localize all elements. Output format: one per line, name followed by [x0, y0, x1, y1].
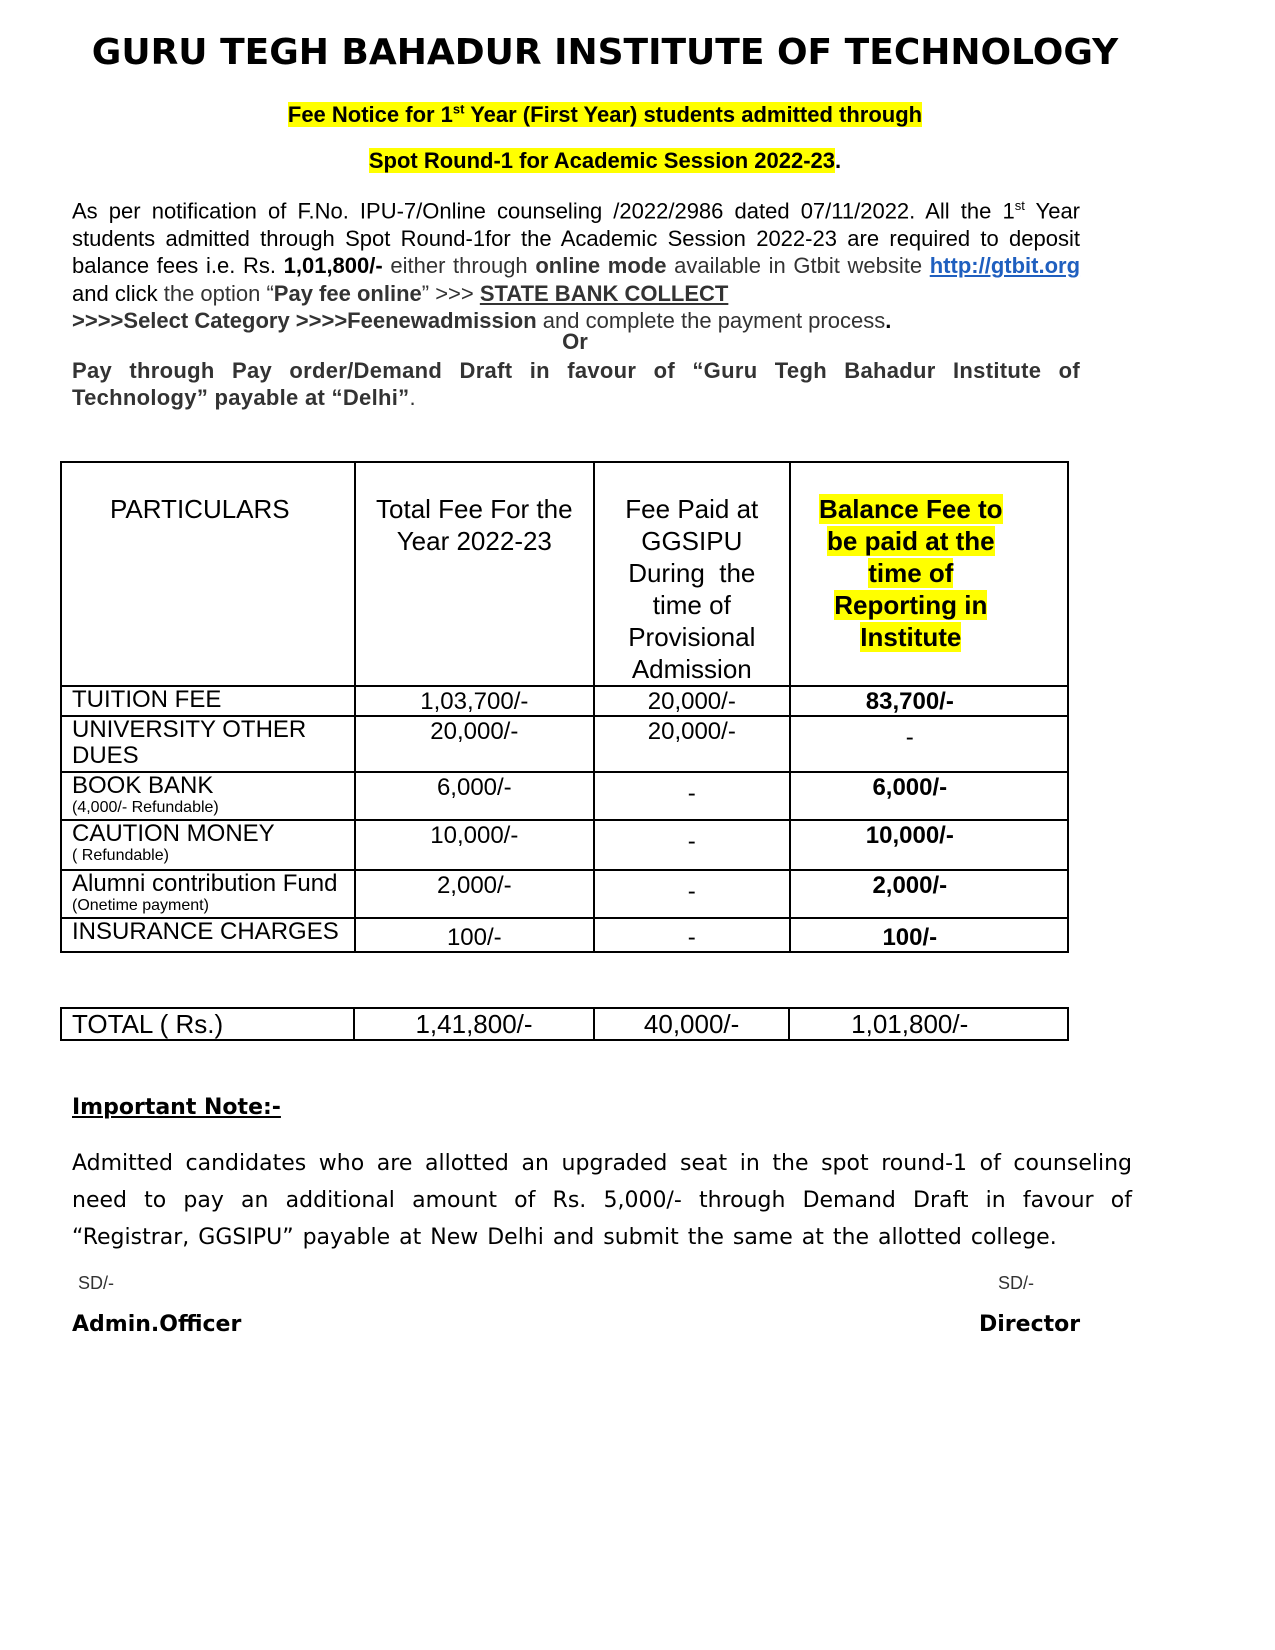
header-balance-line: be paid at the — [827, 526, 995, 556]
para-text-8: and complete the payment process — [536, 308, 886, 334]
row-total: 6,000/- — [355, 772, 594, 820]
subtitle-tail: . — [835, 148, 842, 173]
table-row — [61, 772, 1068, 820]
header-particulars: PARTICULARS — [61, 462, 355, 686]
header-fee-paid-line: Admission — [631, 654, 752, 684]
para-sup: st — [1014, 198, 1025, 213]
left-signature-sd: SD/- — [78, 1273, 114, 1293]
demand-draft-paragraph — [72, 357, 1080, 411]
row-label — [61, 716, 355, 772]
row-paid: 20,000/- — [594, 686, 790, 716]
total-fee-value: 1,41,800/- — [354, 1008, 594, 1040]
payment-path-text: >>>>Select Category >>>>Feenewadmission — [72, 308, 537, 334]
subtitle-text-1a: Fee Notice for 1 — [287, 102, 453, 128]
para-text-4: available in Gtbit website — [666, 253, 930, 279]
table-row — [61, 820, 1068, 870]
online-mode-text: online mode — [535, 253, 667, 279]
table-row — [61, 716, 1068, 772]
important-note-heading: Important Note:- — [72, 1095, 281, 1120]
row-total: 1,03,700/- — [355, 686, 594, 716]
total-label: TOTAL ( Rs.) — [61, 1008, 354, 1040]
pay-end: . — [409, 385, 416, 410]
row-paid: - — [594, 820, 790, 870]
right-signature-sd: SD/- — [998, 1273, 1034, 1293]
para-text-2: Year students admitted through Spot Round-1for the Academic Session 2022-23 are required to deposit balance fees i.e. Rs. — [72, 198, 1081, 279]
row-paid: - — [594, 772, 790, 820]
row-label-text: INSURANCE CHARGES — [72, 918, 339, 945]
row-paid: 20,000/- — [594, 716, 790, 772]
table-row — [61, 870, 1068, 918]
row-label-text: BOOK BANK — [72, 772, 214, 799]
row-balance: 83,700/- — [790, 686, 1068, 716]
total-paid-value: 40,000/- — [594, 1008, 790, 1040]
pay-fee-online-text: Pay fee online — [273, 280, 422, 306]
header-fee-paid — [594, 462, 790, 686]
row-label — [61, 870, 355, 918]
header-fee-paid-line: During the — [628, 558, 756, 588]
header-fee-paid-line: Fee Paid at — [625, 494, 759, 524]
notice-subtitle-line1 — [0, 102, 1210, 128]
para-text-3: either through — [382, 253, 536, 279]
header-fee-paid-line: Provisional — [628, 622, 756, 652]
row-note: (Onetime payment) — [72, 897, 209, 914]
row-paid: - — [594, 870, 790, 918]
state-bank-collect-text: STATE BANK COLLECT — [479, 280, 729, 306]
or-separator: Or — [562, 329, 588, 354]
header-total-fee: Total Fee For the Year 2022-23 — [355, 462, 594, 686]
row-label-text: UNIVERSITY OTHER DUES — [72, 716, 307, 769]
institute-title: GURU TEGH BAHADUR INSTITUTE OF TECHNOLOGY — [91, 32, 1119, 73]
row-balance: 6,000/- — [790, 772, 1068, 820]
row-balance: - — [790, 716, 1068, 772]
row-total: 100/- — [355, 918, 594, 952]
para-text-7: ” >>> — [421, 280, 480, 306]
gtbit-website-link[interactable]: http://gtbit.org — [929, 253, 1081, 279]
row-label-text: Alumni contribution Fund — [72, 870, 338, 897]
header-balance-fee — [790, 462, 1068, 686]
para-end: . — [885, 308, 892, 334]
header-balance-line: time of — [868, 558, 954, 588]
row-label — [61, 918, 355, 952]
row-label — [61, 772, 355, 820]
row-label-text: CAUTION MONEY — [72, 820, 275, 847]
row-total: 2,000/- — [355, 870, 594, 918]
header-balance-line: Balance Fee to — [819, 494, 1003, 524]
table-row — [61, 918, 1068, 952]
header-balance-line: Reporting in — [834, 590, 988, 620]
notice-subtitle-line2 — [0, 148, 1210, 174]
total-row — [61, 1008, 1068, 1040]
row-balance: 10,000/- — [790, 820, 1068, 870]
fee-table-header-row — [61, 462, 1068, 686]
header-balance-line: Institute — [860, 622, 962, 652]
important-note-text: Admitted candidates who are allotted an upgraded seat in the spot round-1 of counseling need to pay an additional amount of Rs. 5,000/- through Demand Draft in favour of “Registrar, GGSIPU” payable at New Delhi and submit the same at the allotted college. — [72, 1151, 1132, 1250]
row-balance: 100/- — [790, 918, 1068, 952]
admin-officer-signatory: Admin.Officer — [72, 1312, 242, 1337]
row-label — [61, 820, 355, 870]
fee-table — [60, 461, 1069, 953]
row-label — [61, 686, 355, 716]
para-text-5: and click — [72, 280, 164, 306]
subtitle-text-1b: Year (First Year) students admitted through — [464, 102, 923, 128]
subtitle-sup: st — [452, 102, 465, 117]
pay-through-text: Pay through Pay order/Demand Draft in favour of “Guru Tegh Bahadur Institute of Technology” payable at “Delhi” — [72, 358, 1080, 410]
row-balance: 2,000/- — [790, 870, 1068, 918]
row-paid: - — [594, 918, 790, 952]
total-table — [60, 1007, 1069, 1041]
row-note: ( Refundable) — [72, 847, 169, 864]
header-fee-paid-line: time of — [652, 590, 731, 620]
header-fee-paid-line: GGSIPU — [641, 526, 743, 556]
total-balance-value: 1,01,800/- — [789, 1008, 1068, 1040]
balance-amount: 1,01,800/- — [283, 253, 383, 279]
para-text-6: the option “ — [163, 280, 274, 306]
row-total: 10,000/- — [355, 820, 594, 870]
para-text-1: As per notification of F.No. IPU-7/Online counseling /2022/2986 dated 07/11/2022. All the 1 — [72, 198, 1015, 224]
table-row — [61, 686, 1068, 716]
subtitle-text-2: Spot Round-1 for Academic Session 2022-23 — [368, 148, 836, 173]
director-signatory: Director — [979, 1312, 1081, 1337]
row-note: (4,000/- Refundable) — [72, 799, 219, 816]
row-total: 20,000/- — [355, 716, 594, 772]
row-label-text: TUITION FEE — [72, 686, 222, 713]
instructions-paragraph — [72, 192, 1080, 335]
